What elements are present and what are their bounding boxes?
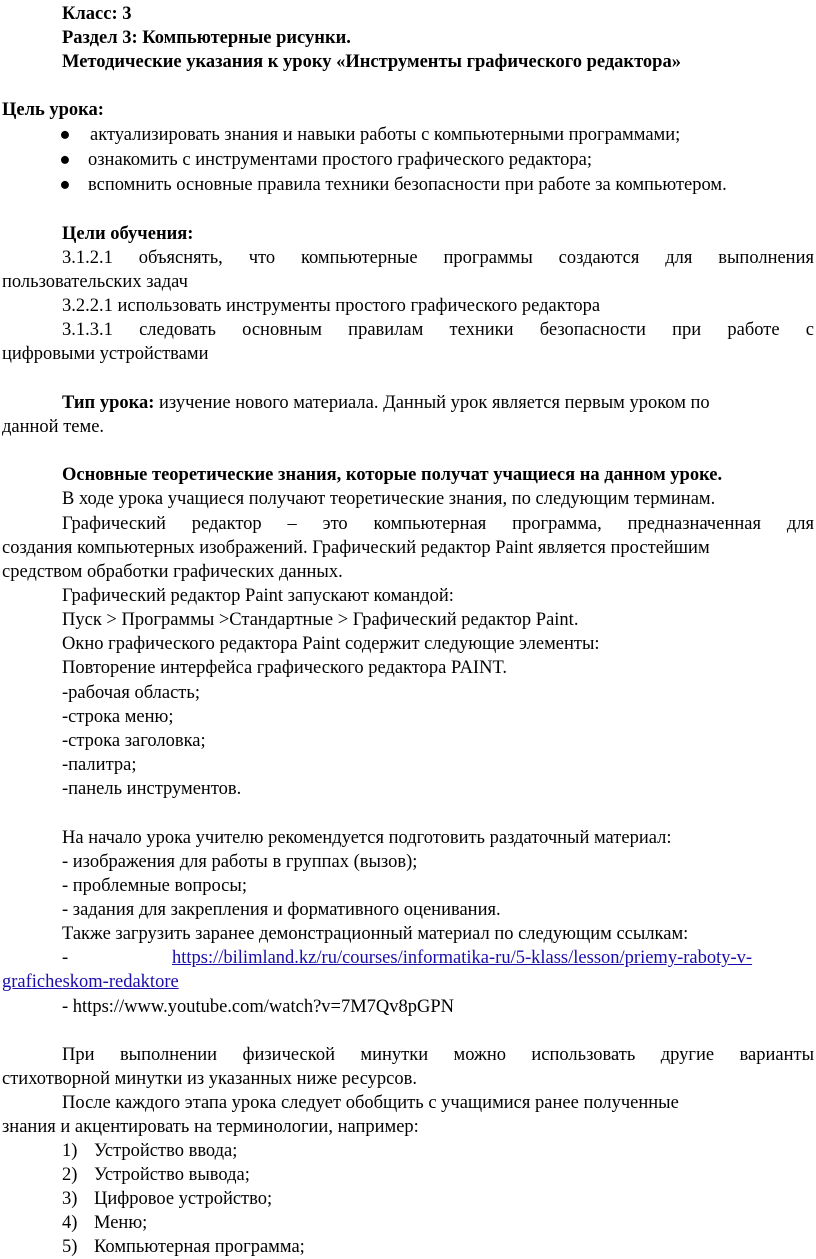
objective-line: 3.1.3.1 следовать основным правилам техники безопасности при работе с — [62, 320, 814, 340]
theory-paragraph: В ходе урока учащиеся получают теоретические знания, по следующим терминам. — [62, 489, 716, 509]
theory-paragraph: средством обработки графических данных. — [2, 562, 343, 582]
objective-line: пользовательских задач — [2, 272, 188, 292]
lesson-type-label: Тип урока: — [62, 393, 155, 413]
bullet-icon: ● — [59, 125, 71, 145]
lesson-type-line: данной теме. — [2, 417, 105, 437]
learning-objectives-heading: Цели обучения: — [62, 224, 194, 244]
objective-line: 3.2.2.1 использовать инструменты простого графического редактора — [62, 296, 601, 316]
youtube-link: - https://www.youtube.com/watch?v=7M7Qv8pGPN — [62, 997, 455, 1017]
bullet-icon: ● — [59, 175, 71, 195]
guidelines-heading: Методические указания к уроку «Инструменты графического редактора» — [62, 52, 681, 72]
theory-heading: Основные теоретические знания, которые получат учащиеся на данном уроке. — [62, 465, 723, 485]
objective-line: цифровыми устройствами — [2, 344, 209, 364]
lesson-goal-heading: Цель урока: — [2, 100, 104, 120]
theory-paragraph: Повторение интерфейса графического редактора PAINT. — [62, 658, 508, 678]
summary-text: После каждого этапа урока следует обобщить с учащимися ранее полученные — [62, 1093, 679, 1113]
list-item: -строка меню; — [62, 707, 174, 727]
materials-intro: На начало урока учителю рекомендуется подготовить раздаточный материал: — [62, 828, 672, 848]
list-item: - задания для закрепления и формативного оценивания. — [62, 900, 501, 920]
list-item: - изображения для работы в группах (вызов); — [62, 852, 418, 872]
link-dash: - — [62, 948, 69, 968]
theory-paragraph: Графический редактор Paint запускают командой: — [62, 586, 454, 606]
list-item: -строка заголовка; — [62, 731, 206, 751]
physical-minute-text: При выполнении физической минутки можно использовать другие варианты — [62, 1045, 814, 1065]
section-heading: Раздел 3: Компьютерные рисунки. — [62, 28, 351, 48]
menu-path: Пуск > Программы >Стандартные > Графический редактор Paint. — [62, 610, 579, 630]
bilimland-link-continued[interactable]: graficheskom-redaktore — [2, 972, 179, 992]
lesson-type-line — [62, 391, 814, 415]
objective-line: 3.1.2.1 объяснять, что компьютерные программы создаются для выполнения — [62, 248, 814, 268]
list-item: -палитра; — [62, 755, 137, 775]
summary-text: знания и акцентировать на терминологии, например: — [2, 1117, 419, 1137]
bullet-icon: ● — [59, 150, 71, 170]
list-item: - проблемные вопросы; — [62, 876, 247, 896]
theory-paragraph: Графический редактор – это компьютерная программа, предназначенная для — [62, 514, 814, 534]
theory-paragraph: Окно графического редактора Paint содержит следующие элементы: — [62, 634, 600, 654]
grade-heading: Класс: 3 — [62, 4, 132, 24]
document-page: Класс: 3 Раздел 3: Компьютерные рисунки. Методические указания к уроку «Инструменты графического редактора» Цель урока: ● актуализировать знания и навыки работы с компьютерными программами; ● ознакомить с инструментами простого графического редактора; ● вспомнить основные правила техники безопасности при работе за компьютером. Цели обучения: 3.1.2.1 объяснять, что компьютерные программы создаются для выполнения пользовательских задач 3.2.2.1 использовать инструменты простого графического редактора 3.1.3.1 следовать основным правилам техники безопасности при работе с цифровыми устройствами Тип урока: изучение нового материала. Данный урок является первым уроком по данной теме. Основные теоретические знания, которые получат учащиеся на данном уроке. В ходе урока учащиеся получают теоретические знания, по следующим терминам. Графический редактор – это компьютерная программа, предназначенная для создания компьютерных изображений. Графический редактор Paint является простейшим средством обработки графических данных. Графический редактор Paint запускают командой: Пуск > Программы >Стандартные > Графический редактор Paint. Окно графического редактора Paint содержит следующие элементы: Повторение интерфейса графического редактора PAINT. -рабочая область; -строка меню; -строка заголовка; -палитра; -панель инструментов. На начало урока учителю рекомендуется подготовить раздаточный материал: - изображения для работы в группах (вызов); - проблемные вопросы; - задания для закрепления и формативного оценивания. Также загрузить заранее демонстрационный материал по следующим ссылкам: - https://bilimland.kz/ru/courses/informatika-ru/5-klass/lesson/priemy-raboty-v- graficheskom-redaktore - https://www.youtube.com/watch?v=7M7Qv8pGPN При выполнении физической минутки можно использовать другие варианты стихотворной минутки из указанных ниже ресурсов. После каждого этапа урока следует обобщить с учащимися ранее полученные знания и акцентировать на терминологии, например: 1) Устройство ввода; 2) Устройство вывода; 3) Цифровое устройство; 4) Меню; 5) Компьютерная программа; — [2, 4, 814, 1257]
theory-paragraph: создания компьютерных изображений. Графический редактор Paint является простейшим — [2, 538, 710, 558]
bilimland-link[interactable]: https://bilimland.kz/ru/courses/informatika-ru/5-klass/lesson/priemy-raboty-v- — [172, 948, 753, 968]
list-item: -панель инструментов. — [62, 779, 242, 799]
lesson-type-text: изучение нового материала. Данный урок является первым уроком по — [154, 393, 710, 413]
physical-minute-text: стихотворной минутки из указанных ниже ресурсов. — [2, 1069, 417, 1089]
list-item: -рабочая область; — [62, 683, 200, 703]
download-text: Также загрузить заранее демонстрационный материал по следующим ссылкам: — [62, 924, 689, 944]
